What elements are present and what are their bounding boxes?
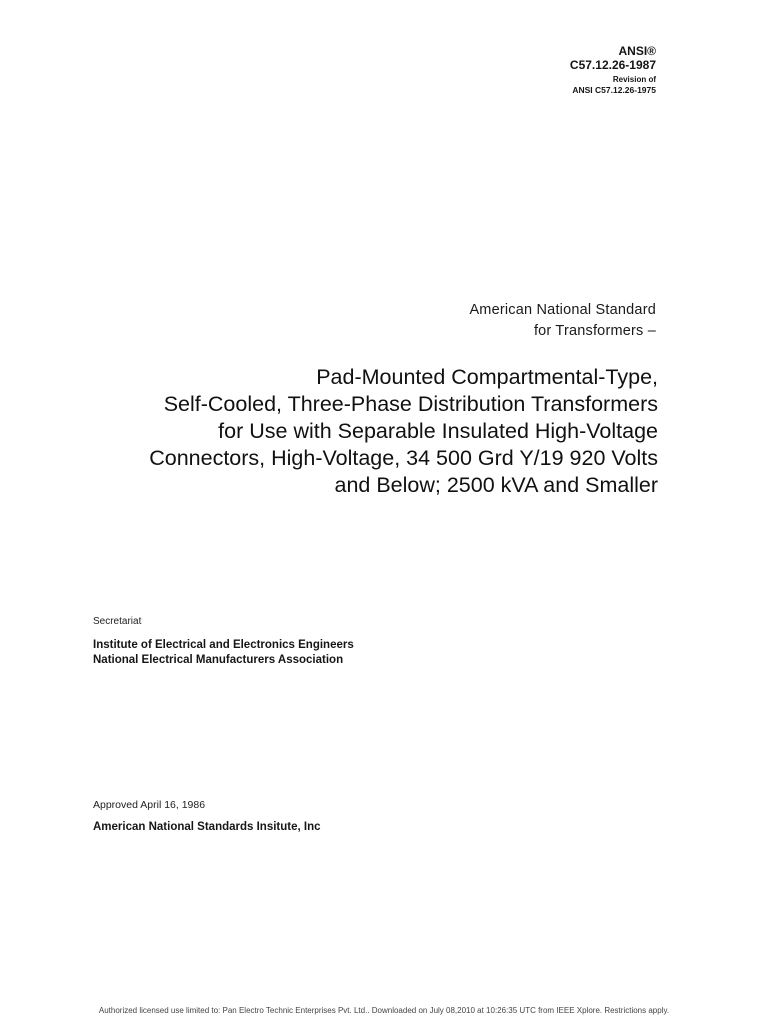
title-line-3: for Use with Separable Insulated High-Voltage — [218, 419, 658, 443]
document-subtitle — [469, 300, 656, 342]
document-title — [38, 364, 658, 499]
title-line-4: Connectors, High-Voltage, 34 500 Grd Y/19 920 Volts — [149, 446, 658, 470]
revision-label: Revision of — [612, 75, 656, 84]
title-line-5: and Below; 2500 kVA and Smaller — [334, 473, 658, 497]
secretariat-organizations — [93, 638, 354, 668]
secretariat-label: Secretariat — [93, 616, 142, 627]
approval-date: Approved April 16, 1986 — [93, 799, 206, 811]
ansi-mark: ANSI® — [618, 44, 656, 58]
organization-nema: National Electrical Manufacturers Association — [93, 654, 344, 666]
subtitle-line-1: American National Standard — [469, 302, 656, 318]
title-line-2: Self-Cooled, Three-Phase Distribution Transformers — [163, 392, 658, 416]
revision-of-number: ANSI C57.12.26-1975 — [572, 85, 656, 95]
title-line-1: Pad-Mounted Compartmental-Type, — [316, 365, 658, 389]
approving-institute: American National Standards Insitute, Inc — [93, 821, 321, 833]
organization-ieee: Institute of Electrical and Electronics Engineers — [93, 639, 354, 651]
subtitle-line-2: for Transformers – — [533, 323, 656, 339]
license-footer: Authorized licensed use limited to: Pan Electro Technic Enterprises Pvt. Ltd.. Downloaded on July 08,2010 at 10:26:35 UTC from IEEE Xplore. Restrictions apply. — [98, 1006, 670, 1015]
standard-header — [570, 44, 656, 96]
standard-number: C57.12.26-1987 — [569, 58, 656, 72]
